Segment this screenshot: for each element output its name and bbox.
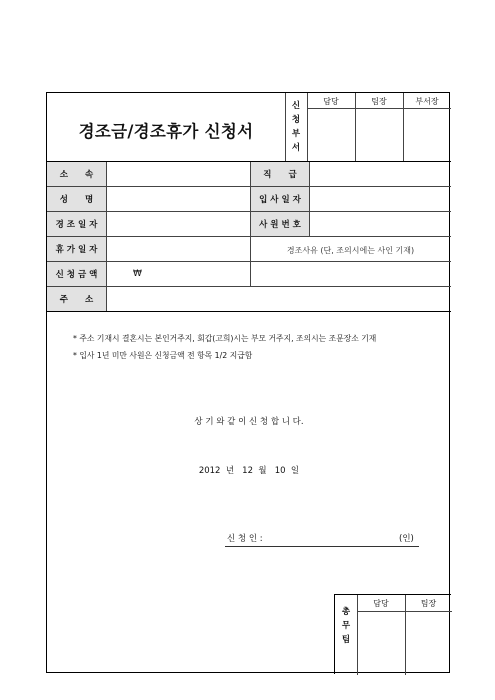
hr-side-label: 총 무 팀 (341, 607, 351, 645)
approval-header-dept-head: 부서장 (415, 97, 439, 106)
label-position: 직 급 (250, 162, 310, 186)
label-name: 성 명 (47, 187, 107, 211)
approval-sign-dept-head[interactable] (403, 109, 451, 161)
label-address: 주 소 (47, 287, 107, 311)
label-employee-number: 사 원 번 호 (250, 212, 310, 236)
hr-header-staff: 담당 (373, 599, 389, 608)
input-join-date[interactable] (310, 187, 451, 211)
input-event-date[interactable] (107, 212, 250, 236)
input-department[interactable] (107, 162, 250, 186)
note-probation: * 입사 1년 미만 사원은 신청금액 전 항목 1/2 지급함 (73, 351, 253, 360)
application-date: 2012 년 12 월 10 일 (198, 466, 300, 476)
approval-side-label: 신 청 부 서 (291, 101, 301, 153)
note-address: * 주소 기재시 결혼시는 본인거주지, 회갑(고희)시는 부모 거주지, 조의시는 조문장소 기재 (73, 334, 377, 343)
statement: 상 기 와 같 이 신 청 합 니 다. (194, 417, 304, 427)
approval-sign-staff[interactable] (307, 109, 355, 161)
seal-mark: (인) (399, 534, 414, 544)
approval-sign-team-lead[interactable] (355, 109, 403, 161)
label-department: 소 속 (47, 162, 107, 186)
applicant-label: 신 청 인 : (227, 534, 263, 544)
hr-approval-box (334, 594, 451, 674)
form-title: 경조금/경조휴가 신청서 (78, 122, 254, 141)
hr-sign-staff[interactable] (357, 612, 405, 674)
hr-header-team-lead: 팀장 (420, 599, 437, 608)
label-event-date: 경 조 일 자 (47, 212, 107, 236)
input-name[interactable] (107, 187, 250, 211)
approval-header-staff: 담당 (323, 97, 339, 106)
input-reason[interactable] (251, 262, 451, 286)
label-amount: 신 청 금 액 (47, 262, 107, 286)
hr-sign-team-lead[interactable] (405, 612, 452, 674)
input-leave-days[interactable] (107, 237, 250, 261)
approval-header-team-lead: 팀장 (371, 97, 387, 106)
label-leave-days: 휴 가 일 자 (47, 237, 107, 261)
label-join-date: 입 사 일 자 (250, 187, 310, 211)
applicant-signature-field[interactable] (279, 529, 397, 543)
input-amount[interactable] (147, 262, 250, 286)
reason-note: 경조사유 (단, 조의시에는 사인 기재) (286, 246, 415, 255)
input-address[interactable] (107, 287, 451, 311)
application-form (46, 92, 450, 673)
input-position[interactable] (310, 162, 451, 186)
currency-symbol: ₩ (133, 269, 142, 279)
input-employee-number[interactable] (310, 212, 451, 236)
